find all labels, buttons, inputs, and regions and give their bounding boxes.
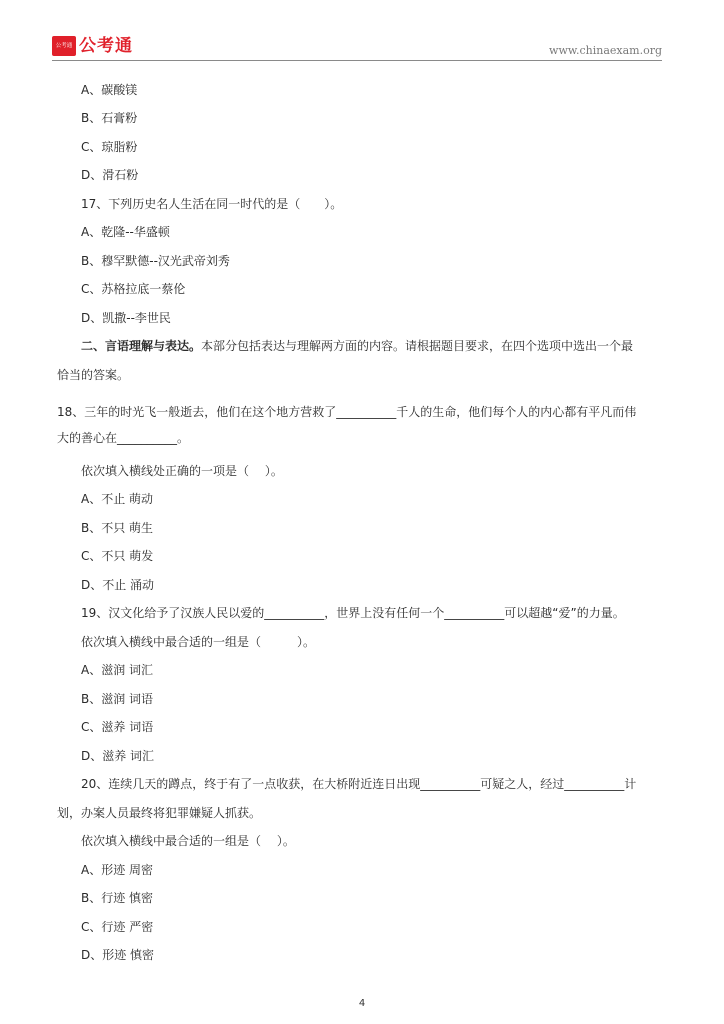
section-intro-cont: 恰当的答案。 bbox=[57, 368, 130, 382]
option-line: A、碳酸镁 bbox=[81, 83, 138, 97]
page-header bbox=[52, 34, 662, 62]
option-line: B、行迹 慎密 bbox=[81, 891, 154, 905]
option-line: C、不只 萌发 bbox=[81, 549, 154, 563]
option-line: A、滋润 词汇 bbox=[81, 663, 154, 677]
option-line: C、苏格拉底一蔡伦 bbox=[81, 282, 186, 296]
logo-icon: 公考通 bbox=[52, 36, 76, 56]
option-line: A、乾隆--华盛顿 bbox=[81, 225, 170, 239]
page-number: 4 bbox=[358, 998, 366, 1009]
option-line: D、滑石粉 bbox=[81, 168, 139, 182]
question-18-cont: 大的善心在__________。 bbox=[57, 431, 190, 445]
option-line: D、形迹 慎密 bbox=[81, 948, 155, 962]
option-line: C、行迹 严密 bbox=[81, 920, 154, 934]
option-line: C、滋养 词语 bbox=[81, 720, 154, 734]
section-intro bbox=[81, 338, 633, 354]
section-heading: 二、言语理解与表达。 bbox=[81, 339, 202, 353]
question-19-prompt: 依次填入横线中最合适的一组是（ ）。 bbox=[81, 635, 316, 649]
question-19: 19、汉文化给予了汉族人民以爱的__________，世界上没有任何一个__________可以超越“爱”的力量。 bbox=[81, 606, 625, 620]
option-line: B、石膏粉 bbox=[81, 111, 138, 125]
question-20-cont: 划，办案人员最终将犯罪嫌疑人抓获。 bbox=[57, 806, 262, 820]
option-line: B、不只 萌生 bbox=[81, 521, 154, 535]
option-line: D、滋养 词汇 bbox=[81, 749, 155, 763]
option-line: D、凯撒--李世民 bbox=[81, 311, 171, 325]
header-divider bbox=[52, 60, 662, 61]
option-line: D、不止 涌动 bbox=[81, 578, 155, 592]
option-line: A、形迹 周密 bbox=[81, 863, 154, 877]
site-url: www.chinaexam.org bbox=[549, 44, 662, 57]
logo-text: 公考通 bbox=[79, 36, 133, 56]
option-line: B、穆罕默德--汉光武帝刘秀 bbox=[81, 254, 230, 268]
question-18-prompt: 依次填入横线处正确的一项是（ ）。 bbox=[81, 464, 283, 478]
section-instructions: 本部分包括表达与理解两方面的内容。请根据题目要求，在四个选项中选出一个最 bbox=[201, 339, 634, 353]
option-line: A、不止 萌动 bbox=[81, 492, 154, 506]
question-20: 20、连续几天的蹲点，终于有了一点收获，在大桥附近连日出现__________可疑之人，经过__________计 bbox=[81, 777, 637, 791]
question-20-prompt: 依次填入横线中最合适的一组是（ ）。 bbox=[81, 834, 295, 848]
question-18: 18、三年的时光飞一般逝去，他们在这个地方营救了__________千人的生命，他们每个人的内心都有平凡而伟 bbox=[57, 405, 637, 419]
option-line: B、滋润 词语 bbox=[81, 692, 154, 706]
question-17: 17、下列历史名人生活在同一时代的是（ ）。 bbox=[81, 197, 343, 211]
option-line: C、琼脂粉 bbox=[81, 140, 138, 154]
